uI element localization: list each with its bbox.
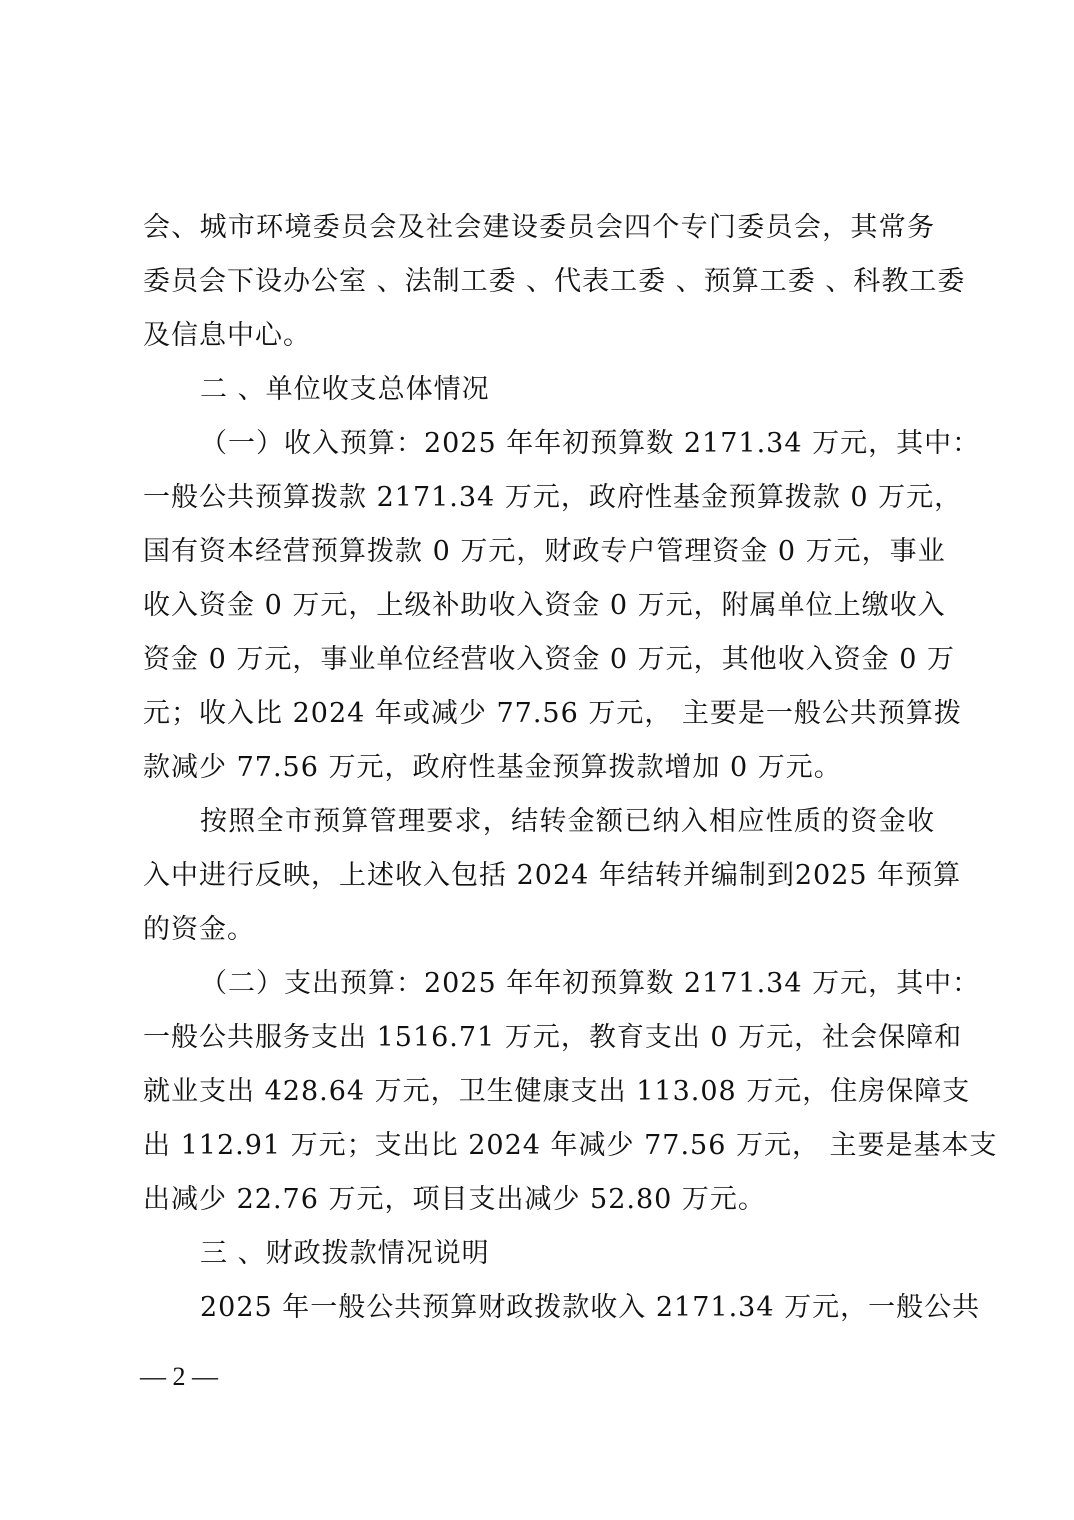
paragraph-line: 一般公共预算拨款 2171.34 万元，政府性基金预算拨款 0 万元， bbox=[143, 482, 963, 513]
paragraph-line: 会、城市环境委员会及社会建设委员会四个专门委员会，其常务 bbox=[143, 212, 935, 243]
paragraph-line: 2025 年一般公共预算财政拨款收入 2171.34 万元，一般公共 bbox=[200, 1292, 981, 1323]
paragraph-line: 的资金。 bbox=[143, 914, 255, 945]
paragraph-line: 资金 0 万元，事业单位经营收入资金 0 万元，其他收入资金 0 万 bbox=[143, 644, 956, 675]
paragraph-line: 收入资金 0 万元，上级补助收入资金 0 万元，附属单位上缴收入 bbox=[143, 590, 946, 621]
paragraph-line: 及信息中心。 bbox=[143, 320, 311, 351]
paragraph-line: 就业支出 428.64 万元，卫生健康支出 113.08 万元，住房保障支 bbox=[143, 1076, 971, 1107]
paragraph-line: （二）支出预算：2025 年年初预算数 2171.34 万元，其中： bbox=[200, 968, 981, 999]
paragraph-line: 出减少 22.76 万元，项目支出减少 52.80 万元。 bbox=[143, 1184, 766, 1215]
paragraph-line: 一般公共服务支出 1516.71 万元，教育支出 0 万元，社会保障和 bbox=[143, 1022, 963, 1053]
paragraph-line: 委员会下设办公室 、法制工委 、代表工委 、预算工委 、科教工委 bbox=[143, 266, 966, 297]
paragraph-line: 元；收入比 2024 年或减少 77.56 万元， 主要是一般公共预算拨 bbox=[143, 698, 962, 729]
page-number: — 2 — bbox=[140, 1362, 218, 1391]
paragraph-line: 国有资本经营预算拨款 0 万元，财政专户管理资金 0 万元，事业 bbox=[143, 536, 946, 567]
section-heading-2: 二 、单位收支总体情况 bbox=[200, 374, 490, 405]
paragraph-line: 出 112.91 万元；支出比 2024 年减少 77.56 万元， 主要是基本支 bbox=[143, 1130, 998, 1161]
paragraph-line: （一）收入预算：2025 年年初预算数 2171.34 万元，其中： bbox=[200, 428, 981, 459]
paragraph-line: 按照全市预算管理要求，结转金额已纳入相应性质的资金收 bbox=[200, 806, 935, 837]
section-heading-3: 三 、财政拨款情况说明 bbox=[200, 1238, 490, 1269]
paragraph-line: 入中进行反映，上述收入包括 2024 年结转并编制到2025 年预算 bbox=[143, 860, 962, 891]
paragraph-line: 款减少 77.56 万元，政府性基金预算拨款增加 0 万元。 bbox=[143, 752, 842, 783]
